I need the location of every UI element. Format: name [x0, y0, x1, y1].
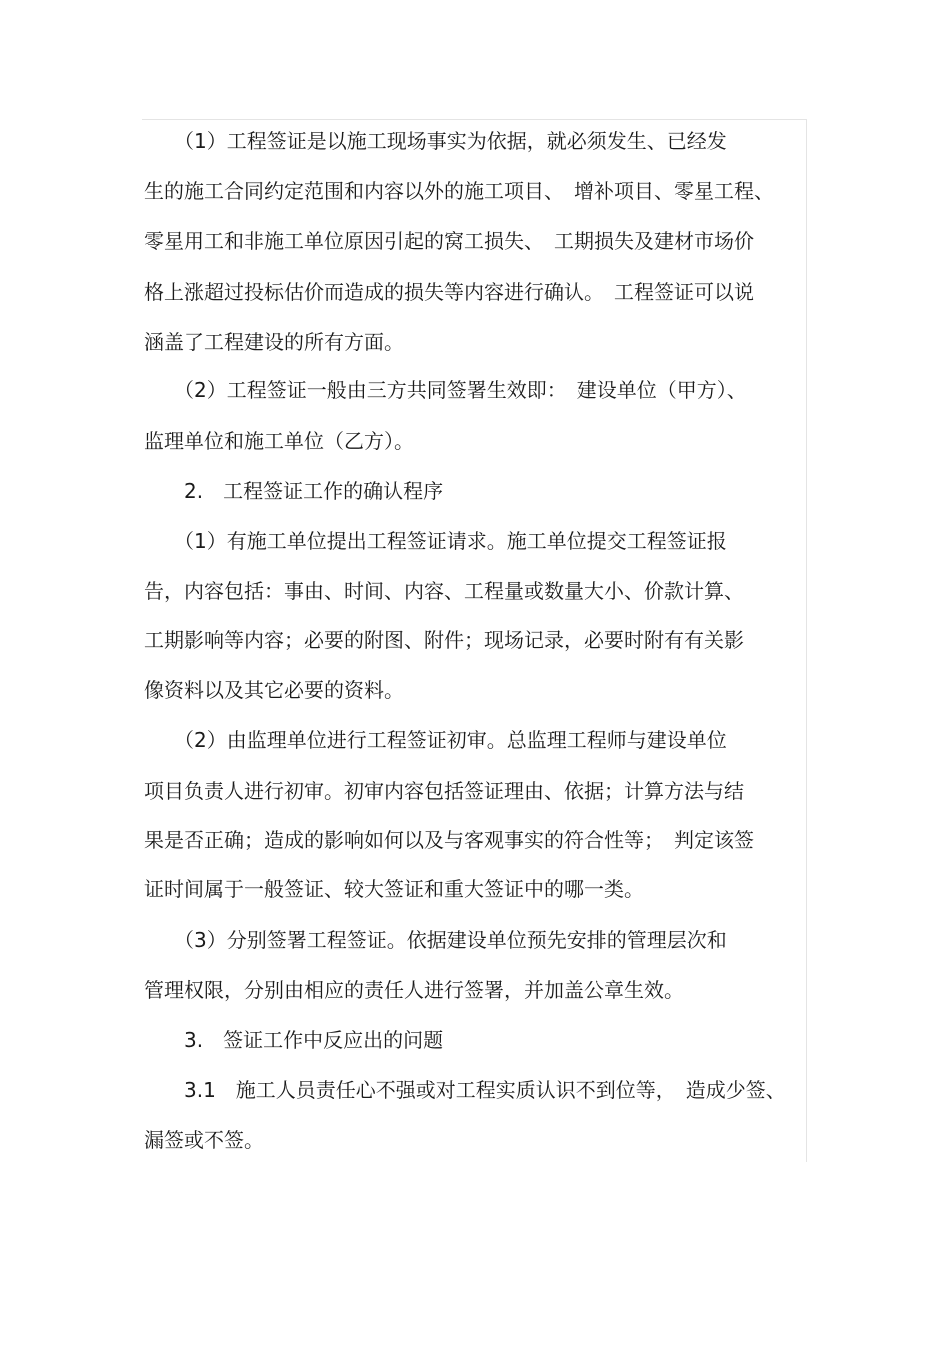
text-line: 告，内容包括：事由、时间、内容、工程量或数量大小、价款计算、 [144, 579, 744, 603]
text-line: 生的施工合同约定范围和内容以外的施工项目、 增补项目、零星工程、 [144, 179, 774, 203]
text-line: （1）有施工单位提出工程签证请求。施工单位提交工程签证报 [144, 529, 727, 553]
text-line: （2）工程签证一般由三方共同签署生效即： 建设单位（甲方）、 [144, 378, 747, 402]
section-heading: 2. 工程签证工作的确认程序 [144, 479, 444, 503]
text-line: 格上涨超过投标估价而造成的损失等内容进行确认。 工程签证可以说 [144, 280, 754, 304]
text-line: 像资料以及其它必要的资料。 [144, 678, 404, 702]
text-line: 工期影响等内容；必要的附图、附件；现场记录，必要时附有有关影 [144, 628, 744, 652]
text-line: （2）由监理单位进行工程签证初审。总监理工程师与建设单位 [144, 728, 727, 752]
text-line: 涵盖了工程建设的所有方面。 [144, 330, 404, 354]
text-line: 漏签或不签。 [144, 1128, 264, 1152]
text-line: 3.1 施工人员责任心不强或对工程实质认识不到位等， 造成少签、 [144, 1078, 786, 1102]
section-heading: 3. 签证工作中反应出的问题 [144, 1028, 444, 1052]
text-line: 监理单位和施工单位（乙方）。 [144, 429, 414, 453]
text-line: （3）分别签署工程签证。依据建设单位预先安排的管理层次和 [144, 928, 727, 952]
text-line: 证时间属于一般签证、较大签证和重大签证中的哪一类。 [144, 877, 644, 901]
text-line: 零星用工和非施工单位原因引起的窝工损失、 工期损失及建材市场价 [144, 229, 754, 253]
text-line: 果是否正确；造成的影响如何以及与客观事实的符合性等； 判定该签 [144, 828, 754, 852]
text-line: （1）工程签证是以施工现场事实为依据，就必须发生、已经发 [144, 129, 727, 153]
text-line: 管理权限，分别由相应的责任人进行签署，并加盖公章生效。 [144, 978, 684, 1002]
text-line: 项目负责人进行初审。初审内容包括签证理由、依据；计算方法与结 [144, 779, 744, 803]
